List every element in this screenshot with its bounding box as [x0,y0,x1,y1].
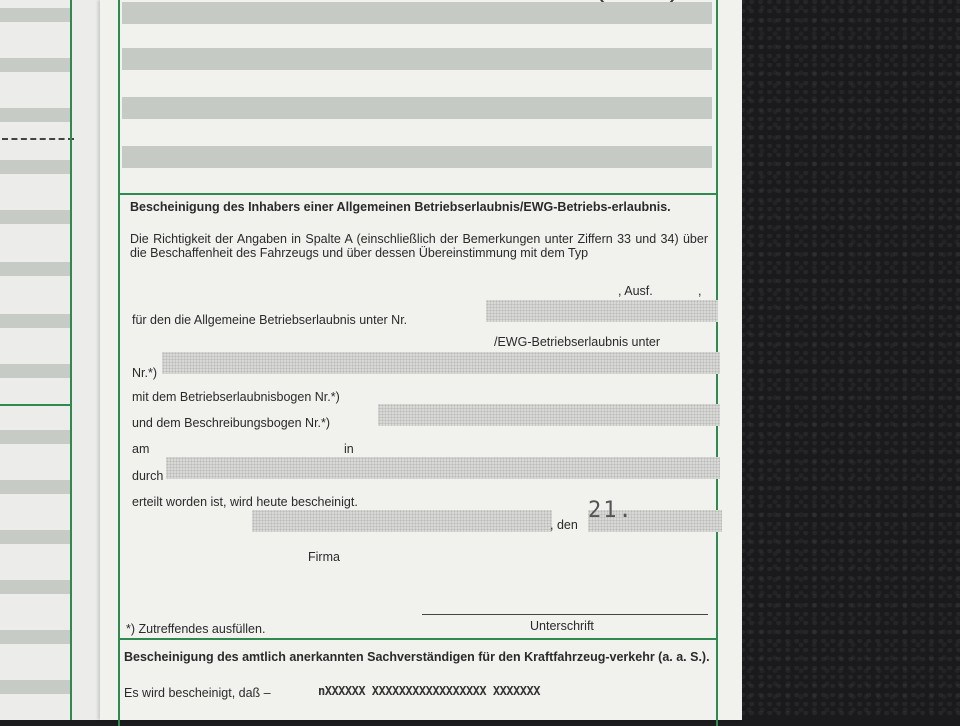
durch-label: durch [132,469,164,483]
section2-heading: Bescheinigung des amtlich anerkannten Sachverständigen für den Kraftfahrzeug-verkehr (a. a. S.). [124,650,710,664]
nr-label: Nr.*) [132,366,157,380]
bogen-label: mit dem Betriebserlaubnisbogen Nr.*) [132,390,340,404]
section-divider [118,193,716,195]
ausf-comma: , [698,284,702,298]
firma-label: Firma [308,550,340,564]
left-adjacent-sheet [0,0,102,720]
den-label: , den [550,518,578,532]
section1-heading: Bescheinigung des Inhabers einer Allgemeinen Betriebserlaubnis/EWG-Betriebs-erlaubnis. [130,200,671,214]
in-label: in [344,442,354,456]
section2-text: Es wird bescheinigt, daß – [124,686,271,700]
signature-label: Unterschrift [530,619,594,633]
leather-background [740,0,960,720]
signature-line [422,614,708,615]
section-divider [118,638,716,640]
abe-label: für den die Allgemeine Betriebserlaubnis unter Nr. [132,313,408,327]
beschreibung-label: und dem Beschreibungsbogen Nr.*) [132,416,331,430]
form-sheet [100,0,742,720]
blank-field-row [122,146,712,168]
nr-field[interactable] [162,352,720,374]
abe-number-field[interactable] [486,300,718,322]
dashed-line [2,138,74,140]
blank-field-row [122,2,712,24]
erteilt-label: erteilt worden ist, wird heute bescheinigt. [132,495,358,509]
struck-through-text: nXXXXXX XXXXXXXXXXXXXXXXX XXXXXXX [318,684,540,698]
blank-field-row [122,48,712,70]
handwritten-date: 21. [588,498,634,523]
footnote: *) Zutreffendes ausfüllen. [126,622,266,636]
beschreibung-field[interactable] [378,404,720,426]
place-field[interactable] [252,510,552,532]
blank-field-row [122,97,712,119]
ewg-label: /EWG-Betriebserlaubnis unter [494,335,661,349]
durch-field[interactable] [166,457,720,479]
am-label: am [132,442,150,456]
section1-intro: Die Richtigkeit der Angaben in Spalte A (einschließlich der Bemerkungen unter Ziffern 33 und 34) über die Beschaffenheit des Fahrzeugs und über dessen Übereinstimmung mit dem Typ [130,232,708,260]
ausf-label: , Ausf. [618,284,653,298]
